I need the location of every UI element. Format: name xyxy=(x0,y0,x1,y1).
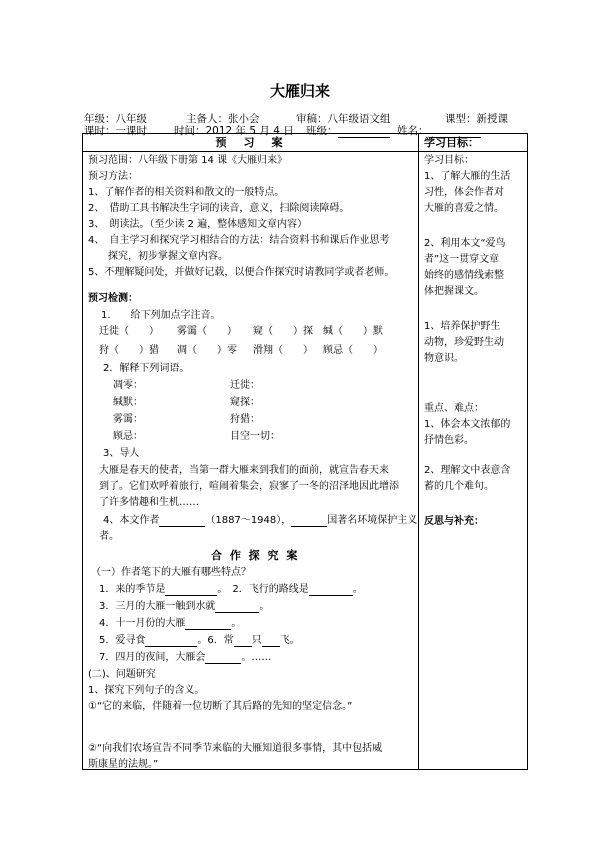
periods: 课时：一课时 xyxy=(84,125,147,137)
question-1: 1. 给下列加点字注音。 xyxy=(101,310,221,321)
sentence-2: ②“向我们农场宣告不同季节来临的大雁知道很多事情，其中包括威 xyxy=(88,743,383,754)
grade: 年级：八年级 xyxy=(84,113,147,125)
word-5: 迁徙： xyxy=(230,380,260,391)
left-header: 预 习 案 xyxy=(83,134,419,152)
pinyin-5: 狩（ ）猎 xyxy=(99,345,159,356)
goal-2-line-1: 2、利用本文“爱鸟 xyxy=(424,238,506,249)
right-content xyxy=(419,152,528,770)
goal-2-line-4: 体把握课文。 xyxy=(424,286,484,297)
check-title: 预习检测： xyxy=(88,293,138,304)
lesson-type: 课型：新授课 xyxy=(445,113,508,125)
scope: 预习范围：八年级下册第 14 课《大雁归来》 xyxy=(88,155,288,166)
right-header: 学习目标： xyxy=(419,134,528,152)
pinyin-2: 雾霭（ ） xyxy=(177,326,237,337)
feature-3: 3．三月的大雁一触到水就 。 xyxy=(99,601,270,612)
goal-3-line-2: 动物，珍爱野生动 xyxy=(424,337,504,348)
goal-1-line-1: 1、了解大雁的生活 xyxy=(424,171,511,182)
key-points-title: 重点、难点： xyxy=(424,403,484,414)
method-4-cont: 探究，初步掌握文章内容。 xyxy=(88,251,228,262)
goal-1-line-2: 习性，体会作者对 xyxy=(424,187,504,198)
word-3: 雾霭： xyxy=(113,414,143,425)
preparer: 主备人：张小会 xyxy=(186,113,260,125)
word-7: 狩猎： xyxy=(230,414,260,425)
goal-2-line-3: 始终的感情线索整 xyxy=(424,270,504,281)
question-4: 4、本文作者 （1887～1948）， 国著名环境保护主义 xyxy=(103,515,418,526)
question-4-cont: 者。 xyxy=(99,531,119,542)
pinyin-7: 滑翔（ ） xyxy=(253,345,313,356)
intro-3: 了许多情趣和生机…… xyxy=(99,497,199,508)
goal-2-line-2: 者”这一贯穿文章 xyxy=(424,254,500,265)
method-2: 2、 借助工具书解决生字词的读音，意义，扫除阅读障碍。 xyxy=(88,203,350,214)
date: 时间：2012 年 5 月 4 日 xyxy=(174,125,294,137)
key-2-line-1: 2、理解文中表意含 xyxy=(424,465,511,476)
pinyin-8: 顾忌（ ） xyxy=(323,345,383,356)
method-1: 1、了解作者的相关资料和散文的一般特点。 xyxy=(88,187,285,198)
question-2: 2．解释下列词语。 xyxy=(103,363,190,374)
key-1-line-1: 1、体会本文浓郁的 xyxy=(424,419,511,430)
word-8: 目空一切： xyxy=(230,431,280,442)
pinyin-6: 凋（ ）零 xyxy=(177,345,237,356)
class-label: 班级： xyxy=(306,125,338,137)
intro-1: 大雁是春天的使者，当第一群大雁来到我们的面前，就宣告春天来 xyxy=(99,465,389,476)
goals-label: 学习目标： xyxy=(424,155,474,166)
word-6: 窥探： xyxy=(230,397,260,408)
left-content xyxy=(83,152,419,770)
coop-title: 合 作 探 究 案 xyxy=(211,549,300,562)
method-4: 4、 自主学习和探究学习相结合的方法：结合资料书和课后作业思考 xyxy=(88,235,390,246)
intro-2: 到了。它们欢呼着旅行，喧闹着集会，寂寥了一冬的沼泽地因此增添 xyxy=(99,481,399,492)
pinyin-3: 窥（ ）探 xyxy=(253,326,313,337)
sentence-1: ①“它的来临，伴随着一位切断了其后路的先知的坚定信念。” xyxy=(88,701,353,712)
goal-3-line-1: 1、培养保护野生 xyxy=(424,321,501,332)
feature-5-6: 5．爱寻食 。6．常 只 飞。 xyxy=(99,635,300,646)
lesson-table xyxy=(82,133,528,770)
name-label: 姓名： xyxy=(397,125,429,137)
feature-1-2: 1．来的季节是 。 2．飞行的路线是 。 xyxy=(99,584,363,595)
pinyin-1: 迁徙（ ） xyxy=(99,326,159,337)
coop-question-2-1: 1、探究下列句子的含义。 xyxy=(88,685,205,696)
pinyin-4: 缄（ ）默 xyxy=(323,326,383,337)
method-5: 5、不理解疑问处，并做好记载，以便合作探究时请教同学或者老师。 xyxy=(88,267,395,278)
word-2: 缄默： xyxy=(113,397,143,408)
coop-question-2: (二)、问题研究 xyxy=(88,669,156,680)
reflection-title: 反思与补充： xyxy=(424,516,484,527)
method-3: 3、 朗读法。（至少读 2 遍，整体感知文章内容） xyxy=(88,219,308,230)
word-1: 凋零： xyxy=(113,380,143,391)
word-4: 顾忌： xyxy=(113,431,143,442)
page-title: 大雁归来 xyxy=(269,82,330,100)
key-2-line-2: 蓄的几个难句。 xyxy=(424,481,494,492)
sentence-2-cont: 斯康星的法规。” xyxy=(88,759,159,770)
method-title: 预习方法： xyxy=(88,171,138,182)
feature-7: 7．四月的夜间，大雁会 。…… xyxy=(99,652,272,663)
goal-1-line-3: 大雁的喜爱之情。 xyxy=(424,203,504,214)
goal-3-line-3: 物意识。 xyxy=(424,353,464,364)
key-1-line-2: 抒情色彩。 xyxy=(424,435,474,446)
feature-4: 4．十一月份的大雁 。 xyxy=(99,618,242,629)
question-3: 3、导人 xyxy=(103,448,140,459)
coop-question-1: （一）作者笔下的大雁有哪些特点？ xyxy=(91,567,251,578)
reviewer: 审稿：八年级语文组 xyxy=(296,113,391,125)
